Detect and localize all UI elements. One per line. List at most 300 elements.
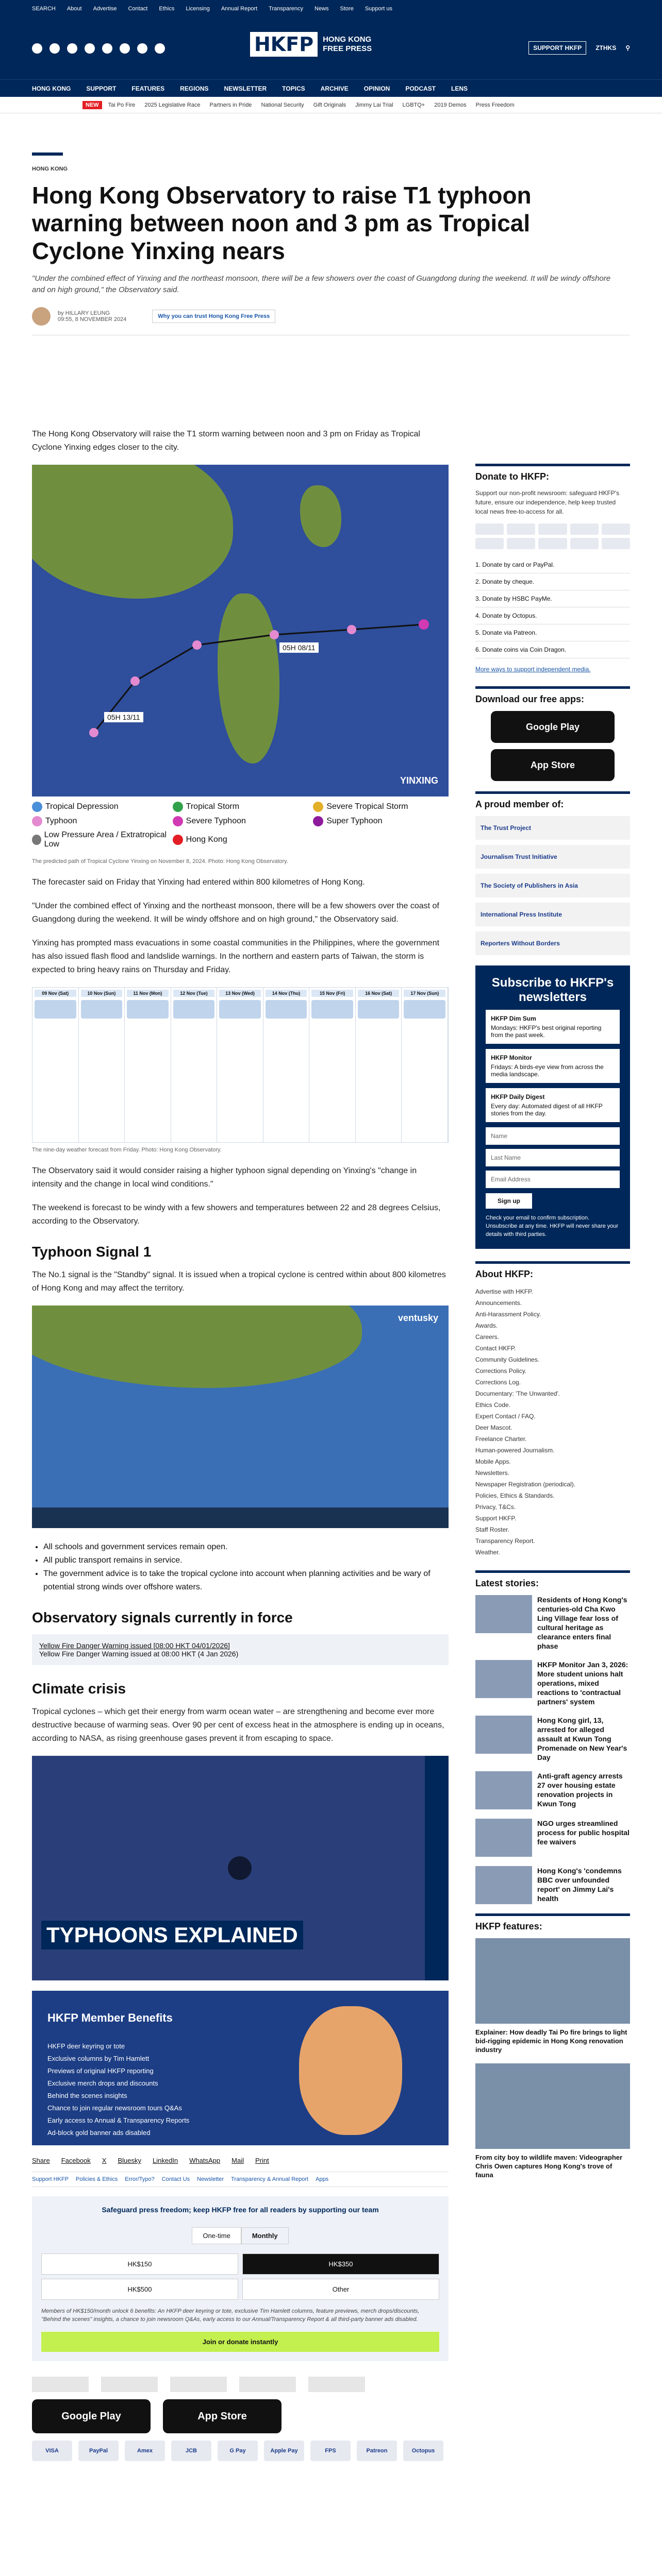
newsletter-option-desc: Every day: Automated digest of all HKFP stories from the day. [491,1103,603,1117]
payment-logo [570,523,599,535]
news-link[interactable]: News [315,6,329,12]
about-heading: About HKFP: [475,1261,630,1280]
paragraph: The Hong Kong Observatory will raise the T1 storm warning between noon and 3 pm on Friday as Tropical Cyclone Yinxing edges closer to the city. [32,430,420,452]
benefit-item: Previews of original HKFP reporting [47,2067,154,2075]
feature-title[interactable]: Explainer: How deadly Tai Po fire brings to light bid-rigging epidemic in Hong Kong renovation industry [475,2028,627,2054]
story-item[interactable] [475,1716,630,1762]
trending-item[interactable]: 2025 Legislative Race [144,101,201,108]
story-title: Residents of Hong Kong's centuries-old Cha Kwo Ling Village fear loss of cultural heritage as clearance enters final phase [537,1596,627,1650]
weather-icon [404,1000,445,1019]
map-legend [32,796,449,854]
about-link[interactable]: Transparency Report. [475,1537,535,1545]
main-nav [0,79,662,97]
newsletter-option-desc: Mondays: HKFP's best original reporting from the past week. [491,1024,602,1039]
nav-support[interactable]: SUPPORT [86,84,117,92]
advice-item: • The government advice is to take the tropical cyclone into account when planning activities and be wary of potential strong winds over offshore waters. [43,1567,449,1594]
forecast-date: 14 Nov (Thu) [266,990,307,997]
payment-logo: VISA [32,2441,72,2461]
trending-item[interactable]: Jimmy Lai Trial [355,101,393,108]
about-link[interactable]: Support HKFP. [475,1515,517,1522]
article-standfirst: "Under the combined effect of Yinxing and the northeast monsoon, there will be a few showers over the coast of Guangdong during the weekend. It will be windy offshore and on high ground," the Observatory said. [32,274,611,294]
app-store-button[interactable]: App Store [163,2399,282,2433]
story-title: Hong Kong girl, 13, arrested for alleged assault at Kwun Tong Promenade on New Year's Day [537,1716,627,1761]
top-utility-bar [0,0,662,18]
footer-link[interactable]: Transparency & Annual Report [231,2176,309,2182]
sidebar-app-store[interactable]: App Store [491,749,615,781]
nav-features[interactable]: FEATURES [131,84,165,92]
donate-method[interactable]: 1. Donate by card or PayPal. [475,556,630,573]
author-meta [58,310,126,323]
bluesky-icon[interactable] [137,43,147,54]
footer-link[interactable]: Apps [316,2176,329,2182]
benefit-item: Ad-block gold banner ads disabled [47,2129,151,2137]
video-embed[interactable] [32,1756,449,1980]
weather-icon [311,1000,353,1019]
newsletter-note: Check your email to confirm subscription. Unsubscribe at any time. HKFP will never share your details with third parties. [486,1215,619,1238]
forecast-day [79,988,125,1142]
legend-item [313,816,449,826]
story-thumbnail [475,1660,532,1698]
about-link[interactable]: Anti-Harassment Policy. [475,1311,541,1318]
member-logos [475,816,630,955]
forecast-date: 11 Nov (Mon) [127,990,169,997]
legend-item [32,816,168,826]
legend-item [173,816,308,826]
logo-mark: HKFP [250,32,318,57]
story-item[interactable] [475,1866,630,1904]
member-logo[interactable]: The Trust Project [475,816,630,840]
benefit-item: Exclusive merch drops and discounts [47,2079,158,2087]
amount-option[interactable]: HK$500 [41,2279,238,2300]
author-name[interactable]: by HILLARY LEUNG [58,310,110,316]
site-logo[interactable] [250,28,410,61]
payment-logo [602,538,630,549]
advertise-link[interactable]: Advertise [93,6,117,12]
email-input[interactable]: Email Address [486,1171,620,1188]
paragraph: The weekend is forecast to be windy with a few showers and temperatures between 22 and 28 degrees Celsius, according to the Observatory. [32,1204,441,1226]
weather-icon [358,1000,400,1019]
legend-label: Low Pressure Area / Extratropical Low [44,831,167,849]
story-thumbnail [475,1595,532,1633]
legend-item [313,802,449,812]
telegram-icon[interactable] [120,43,130,54]
member-benefits-banner[interactable] [32,1991,449,2145]
play-icon[interactable] [228,1856,252,1880]
image-caption: The predicted path of Tropical Cyclone Yinxing on November 8, 2024. Photo: Hong Kong Observatory. [32,858,288,865]
wind-map-embed[interactable] [32,1306,449,1528]
share-whatsapp[interactable]: WhatsApp [189,2157,221,2164]
forecast-date: 10 Nov (Sun) [81,990,123,997]
header-actions [528,41,630,55]
member-logo[interactable]: Journalism Trust Initiative [475,845,630,869]
legend-swatch [313,802,323,812]
logo-line-1: HONG KONG [323,35,372,44]
search-link[interactable]: SEARCH [32,6,56,12]
track-line [32,465,449,796]
payment-logo [475,523,504,535]
amount-options [41,2253,439,2300]
sidebar-google-play[interactable]: Google Play [491,711,615,743]
benefit-item: Early access to Annual & Transparency Reports [47,2116,190,2124]
about-link[interactable]: Mobile Apps. [475,1458,511,1465]
payment-logo: Apple Pay [264,2441,304,2461]
section-heading: Observatory signals currently in force [32,1609,293,1625]
member-logo[interactable]: Reporters Without Borders [475,931,630,955]
forecast-date: 17 Nov (Sun) [404,990,445,997]
name-input[interactable]: Name [486,1127,620,1145]
new-badge: NEW [82,101,102,109]
newsletter-option[interactable] [486,1088,620,1122]
warning-text: Yellow Fire Danger Warning issued at 08:00 HKT (4 Jan 2026) [39,1650,239,1658]
payment-logo: G Pay [218,2441,258,2461]
about-link[interactable]: Contact HKFP. [475,1345,516,1352]
author-avatar [32,307,51,326]
article-body [32,428,449,2461]
nav-podcast[interactable]: PODCAST [405,84,436,92]
amount-option-selected[interactable]: HK$350 [242,2253,439,2275]
benefit-item: Exclusive columns by Tim Hamlett [47,2055,150,2062]
paragraph: "Under the combined effect of Yinxing and the northeast monsoon, there will be a few showers over the coast of Guangdong during the weekend. It will be windy offshore and on high ground," the Observatory said. [32,902,439,924]
about-link[interactable]: Newspaper Registration (periodical). [475,1481,576,1488]
feature-image[interactable] [475,2063,630,2149]
benefit-item: Chance to join regular newsroom tours Q&As [47,2104,182,2112]
share-bar [32,2157,449,2164]
newsletter-option-name: HKFP Monitor [491,1054,532,1061]
licensing-link[interactable]: Licensing [186,6,210,12]
article-header [32,124,630,335]
map-land [32,1306,362,1388]
deer-mascot-image [299,2006,402,2135]
legend-swatch [32,835,41,845]
newsletter-option[interactable] [486,1049,620,1083]
warning-box [32,1634,449,1665]
join-button[interactable]: Join or donate instantly [41,2332,439,2352]
x-icon[interactable] [49,43,60,54]
story-item[interactable] [475,1660,630,1706]
footer-link[interactable]: Newsletter [197,2176,224,2182]
newsletter-signup [475,965,630,1249]
footer-link[interactable]: Policies & Ethics [75,2176,118,2182]
monthly-tab[interactable]: Monthly [241,2227,289,2244]
story-item[interactable] [475,1595,630,1651]
legend-item [32,831,168,849]
amount-option[interactable]: Other [242,2279,439,2300]
features-heading: HKFP features: [475,1913,630,1932]
trending-item[interactable]: LGBTQ+ [402,101,425,108]
apps-heading: Download our free apps: [475,686,630,705]
story-item[interactable] [475,1819,630,1857]
banner-title: HKFP Member Benefits [47,2011,173,2024]
nav-archive[interactable]: ARCHIVE [320,84,349,92]
article-kicker[interactable]: HONG KONG [32,166,68,172]
donate-methods [475,556,630,658]
logo-line-2: FREE PRESS [323,44,372,53]
paragraph: The Observatory said it would consider raising a higher typhoon signal depending on Yinxing's "change in intensity and the change in local wind conditions." [32,1166,417,1189]
payment-logo: Octopus [403,2441,443,2461]
donate-heading: Donate to HKFP: [475,464,630,482]
share-label[interactable]: Share [32,2157,50,2164]
forecast-date: 13 Nov (Wed) [219,990,261,997]
support-link[interactable]: Support us [365,6,393,12]
map-brand: ventusky [398,1313,438,1323]
sidebar-payment-logos [475,523,630,549]
share-mail[interactable]: Mail [231,2157,244,2164]
forecast-date: 16 Nov (Sat) [358,990,400,997]
member-logo[interactable]: The Society of Publishers in Asia [475,874,630,897]
about-link[interactable]: Careers. [475,1333,500,1341]
language-toggle[interactable]: ZTHKS [595,44,617,52]
app-store-row [32,2399,449,2433]
story-thumbnail [475,1716,532,1754]
weather-icon [127,1000,169,1019]
legend-label: Super Typhoon [326,817,383,825]
trending-item[interactable]: Partners in Pride [209,101,252,108]
legend-label: Tropical Storm [186,802,240,811]
ipi-logo [239,2377,296,2392]
forecast-day [171,988,218,1142]
about-link[interactable]: Community Guidelines. [475,1356,540,1363]
sopa-logo [170,2377,227,2392]
about-link[interactable]: Policies, Ethics & Standards. [475,1492,555,1499]
latest-stories [475,1595,630,1904]
typhoon-track-map [32,465,449,796]
share-facebook[interactable]: Facebook [61,2157,91,2164]
trust-project-logo [32,2377,89,2392]
forecast-day [125,988,171,1142]
donate-method[interactable]: 3. Donate by HSBC PayMe. [475,590,630,607]
ethics-link[interactable]: Ethics [159,6,175,12]
frequency-toggle [41,2227,439,2244]
instagram-icon[interactable] [67,43,77,54]
nav-hong-kong[interactable]: HONG KONG [32,84,71,92]
weather-icon [173,1000,215,1019]
trending-item[interactable]: Tai Po Fire [108,101,136,108]
legend-swatch [32,816,42,826]
newsletter-option-name: HKFP Daily Digest [491,1093,545,1100]
forecast-date: 09 Nov (Sat) [35,990,76,997]
payment-logo: PayPal [78,2441,119,2461]
share-bluesky[interactable]: Bluesky [118,2157,141,2164]
google-play-button[interactable]: Google Play [32,2399,151,2433]
publish-date: 09:55, 8 NOVEMBER 2024 [58,316,127,323]
about-link[interactable]: Freelance Charter. [475,1435,527,1443]
payment-logo: Amex [125,2441,165,2461]
advice-list [43,1540,449,1594]
advice-item: • All schools and government services remain open. [43,1540,449,1554]
about-links [475,1286,630,1558]
member-logo[interactable]: International Press Institute [475,903,630,926]
payment-logo [507,538,535,549]
feature-title[interactable]: From city boy to wildlife maven: Videographer Chris Owen captures Hong Kong's trove of fauna [475,2154,623,2179]
annual-report-link[interactable]: Annual Report [221,6,258,12]
sign-up-button[interactable]: Sign up [486,1193,532,1209]
story-title: HKFP Monitor Jan 3, 2026: More student unions halt operations, mixed reactions to 'contractual partners' system [537,1660,628,1706]
legend-label: Hong Kong [186,835,227,844]
features-list [475,1938,630,2179]
threads-icon[interactable] [102,43,112,54]
donate-method[interactable]: 6. Donate coins via Coin Dragon. [475,641,630,658]
social-icons [32,43,165,54]
one-time-tab[interactable]: One-time [192,2227,241,2244]
article-title: Hong Kong Observatory to raise T1 typhoon warning between noon and 3 pm as Tropical Cyclone Yinxing nears [32,182,532,264]
last-name-input[interactable]: Last Name [486,1149,620,1166]
story-thumbnail [475,1771,532,1809]
forecast-day [263,988,310,1142]
contact-link[interactable]: Contact [128,6,148,12]
logo-text [323,35,372,54]
about-link[interactable]: Corrections Log. [475,1379,521,1386]
donate-box [32,2196,449,2361]
newsletter-option[interactable] [486,1010,620,1044]
legend-label: Tropical Depression [45,802,119,811]
newsletter-option-name: HKFP Dim Sum [491,1015,536,1022]
about-link[interactable]: Awards. [475,1322,498,1329]
share-x[interactable]: X [102,2157,107,2164]
legend-label: Typhoon [45,817,77,825]
section-heading: Climate crisis [32,1681,126,1697]
feature-image[interactable] [475,1938,630,2024]
donate-note: Members of HK$150/month unlock 6 benefits: An HKFP deer keyring or tote, exclusive Tim Hamlett columns, feature previews, merch drops/discounts, "Behind the scenes" insights, a chance to join newsroom Q&As, early access to our Annual/Transparency Report & all third-party banner ads disabled. [41,2308,420,2323]
sidebar [475,464,630,2189]
trending-bar [0,97,662,113]
donate-method[interactable]: 5. Donate via Patreon. [475,624,630,641]
legend-swatch [173,802,183,812]
jti-logo [101,2377,158,2392]
legend-swatch [313,816,323,826]
donate-method[interactable]: 4. Donate by Octopus. [475,607,630,624]
footer-link[interactable]: Contact Us [161,2176,190,2182]
legend-label: Severe Tropical Storm [326,802,408,811]
nav-topics[interactable]: TOPICS [282,84,305,92]
share-print[interactable]: Print [255,2157,269,2164]
payment-methods [32,2441,449,2461]
forecast-day [356,988,402,1142]
legend-label: Severe Typhoon [186,817,246,825]
map-label-start: 05H 08/11 [279,642,319,653]
nav-lens[interactable]: LENS [451,84,468,92]
trending-item[interactable]: 2019 Demos [434,101,467,108]
footer-link[interactable]: Error/Typo? [125,2176,155,2182]
story-thumbnail [475,1866,532,1904]
video-title: TYPHOONS EXPLAINED [41,1921,303,1950]
search-icon[interactable]: ⚲ [625,44,630,52]
about-link[interactable]: Expert Contact / FAQ. [475,1413,536,1420]
about-link[interactable]: Corrections Policy. [475,1367,527,1375]
about-link[interactable]: Staff Roster. [475,1526,509,1533]
about-link[interactable]: Weather. [475,1549,500,1556]
image-caption: The nine-day weather forecast from Friday. Photo: Hong Kong Observatory. [32,1147,222,1153]
rsf-logo [308,2377,365,2392]
warning-link[interactable]: Yellow Fire Danger Warning issued [08:00 HKT 04/01/2026] [39,1641,230,1650]
legend-item [173,831,308,849]
about-link[interactable]: Documentary: 'The Unwanted'. [475,1390,560,1397]
payment-logo [538,523,567,535]
weather-icon [35,1000,76,1019]
amount-option[interactable]: HK$150 [41,2253,238,2275]
storm-name: YINXING [400,775,438,786]
forecast-date: 15 Nov (Fri) [311,990,353,997]
weather-icon [219,1000,261,1019]
linkedin-icon[interactable] [155,43,165,54]
legend-swatch [173,816,183,826]
video-brand-strip [425,1756,449,1980]
member-logos-row [32,2377,449,2392]
newsletter-option-desc: Fridays: A birds-eye view from across the media landscape. [491,1063,604,1078]
title-rule [32,152,63,156]
forecast-day [32,988,79,1142]
forecast-day [402,988,448,1142]
legend-swatch [173,835,183,845]
nav-newsletter[interactable]: NEWSLETTER [224,84,267,92]
youtube-icon[interactable] [85,43,95,54]
support-hkfp-button[interactable]: SUPPORT HKFP [528,41,586,55]
advice-item: • All public transport remains in service. [43,1554,449,1567]
trending-item[interactable]: Press Freedom [475,101,515,108]
latest-stories-heading: Latest stories: [475,1570,630,1589]
section-heading: Typhoon Signal 1 [32,1244,152,1260]
story-thumbnail [475,1819,532,1857]
nav-regions[interactable]: REGIONS [180,84,209,92]
banner-benefits [47,2040,189,2139]
weather-icon [81,1000,123,1019]
legend-item [173,802,308,812]
facebook-icon[interactable] [32,43,42,54]
about-link[interactable]: Announcements. [475,1299,522,1307]
benefit-item: HKFP deer keyring or tote [47,2042,125,2050]
more-ways-link[interactable]: More ways to support independent media. [475,666,591,673]
nine-day-forecast [32,987,449,1143]
payment-logo: Patreon [357,2441,397,2461]
about-link[interactable]: Human-powered Journalism. [475,1447,555,1454]
map-timeline[interactable] [32,1507,449,1528]
forecast-day [309,988,356,1142]
transparency-link[interactable]: Transparency [269,6,303,12]
footer-link[interactable]: Support HKFP [32,2176,69,2182]
story-title: NGO urges streamlined process for public hospital fee waivers [537,1819,630,1846]
trending-item[interactable]: National Security [261,101,304,108]
legend-swatch [32,802,42,812]
about-link[interactable]: Deer Mascot. [475,1424,512,1431]
share-linkedin[interactable]: LinkedIn [153,2157,178,2164]
payment-logo [570,538,599,549]
about-link[interactable]: Newsletters. [475,1469,510,1477]
paragraph: The forecaster said on Friday that Yinxing had entered within 800 kilometres of Hong Kong. [32,878,365,887]
paragraph: Tropical cyclones – which get their energy from warm ocean water – are strengthening and become ever more destructive because of warming seas. Over 90 per cent of excess heat in the atmosphere is ending up in oceans, according to NASA, as rising greenhouse gases prevent it from escaping to space. [32,1707,444,1743]
donate-method[interactable]: 2. Donate by cheque. [475,573,630,590]
about-link[interactable]: Advertise with HKFP. [475,1288,533,1295]
story-item[interactable] [475,1771,630,1809]
payment-logo: JCB [171,2441,211,2461]
donate-text: Support our non-profit newsroom: safeguard HKFP's future, ensure our independence, help keep trusted local news free-to-access for all. [475,489,620,515]
payment-logo [538,538,567,549]
benefit-item: Behind the scenes insights [47,2092,127,2099]
legend-item [32,802,168,812]
about-link[interactable]: About [67,6,82,12]
nav-opinion[interactable]: OPINION [363,84,390,92]
article-footer-links [32,2172,449,2187]
forecast-day [217,988,263,1142]
about-link[interactable]: Ethics Code. [475,1401,511,1409]
trust-link[interactable]: Why you can trust Hong Kong Free Press [152,310,275,323]
weather-icon [266,1000,307,1019]
about-link[interactable]: Privacy, T&Cs. [475,1503,516,1511]
byline [32,307,630,326]
store-link[interactable]: Store [340,6,354,12]
payment-logo: FPS [310,2441,351,2461]
trending-item[interactable]: Gift Originals [313,101,346,108]
forecast-date: 12 Nov (Tue) [173,990,215,997]
map-label-end: 05H 13/11 [104,712,143,722]
